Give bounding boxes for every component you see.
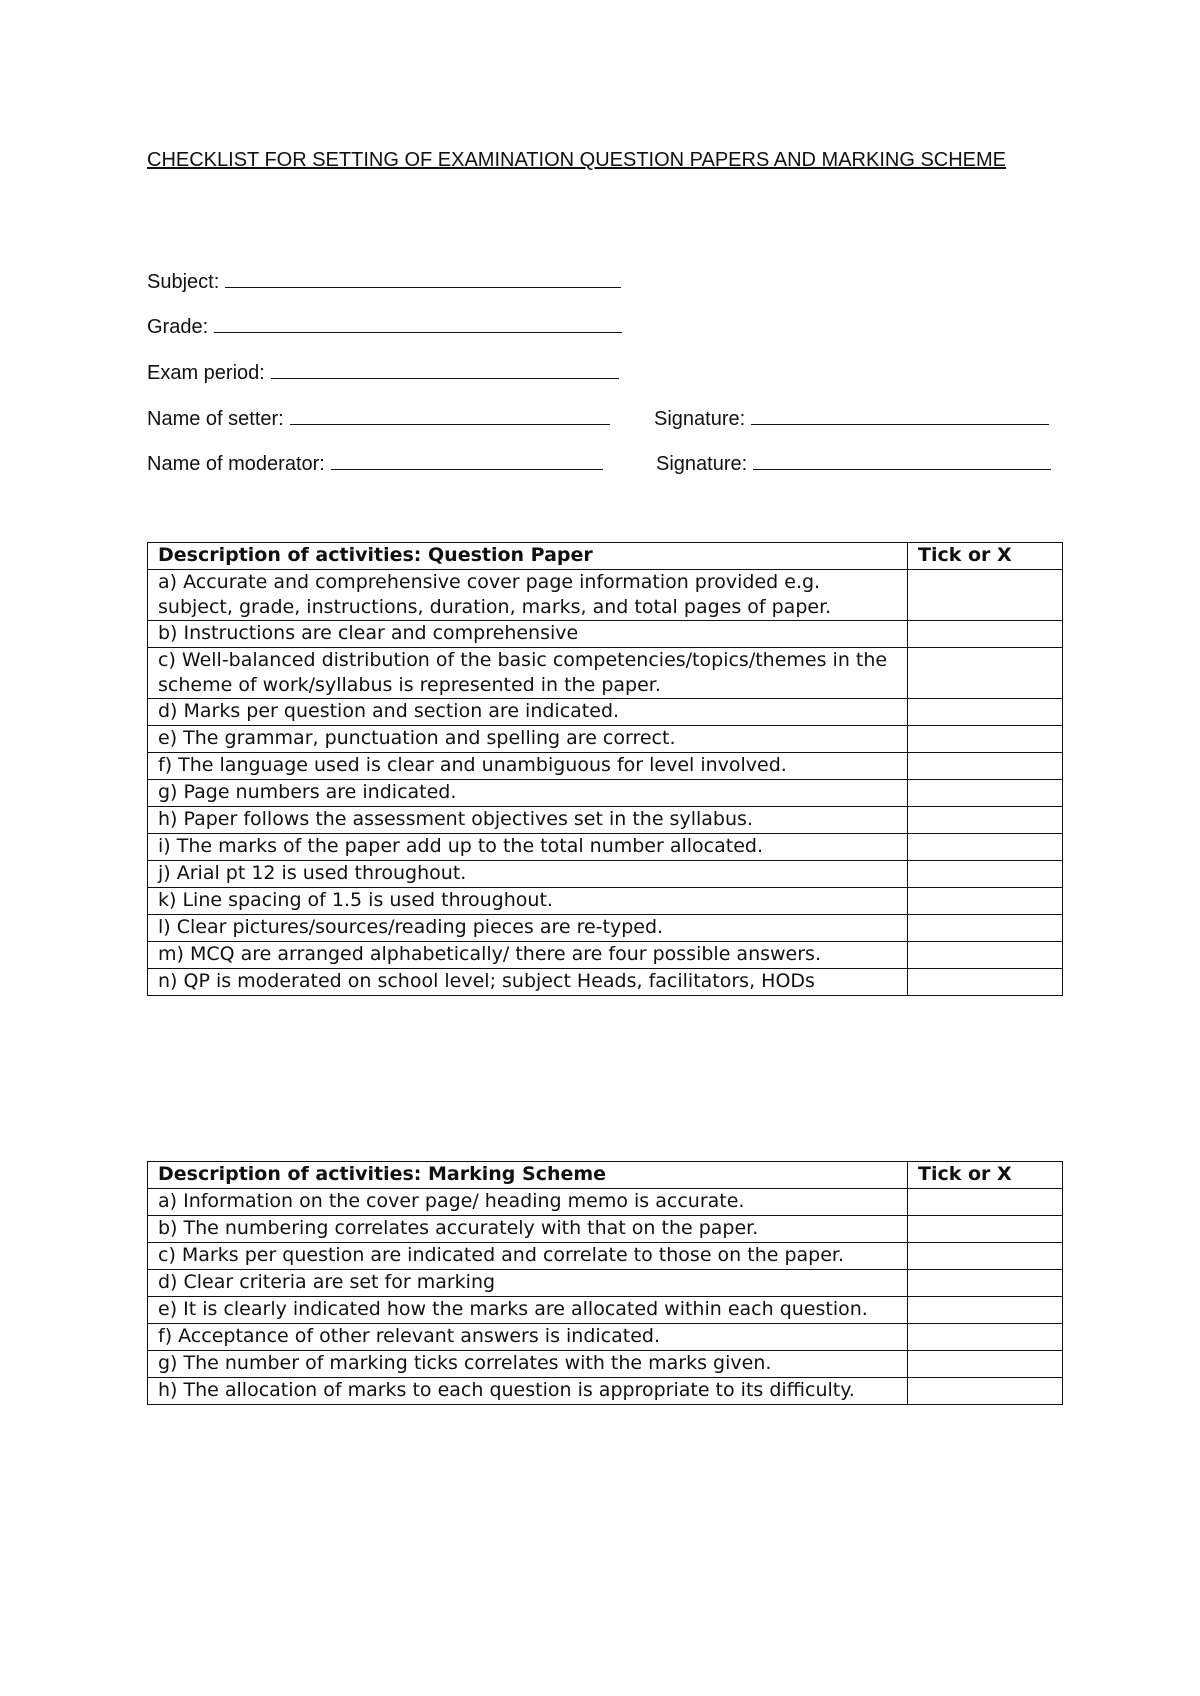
exam-period-label: Exam period: bbox=[147, 362, 265, 384]
subject-field bbox=[147, 270, 621, 294]
moderator-signature-line[interactable] bbox=[753, 455, 1051, 470]
ms-item-g: g) The number of marking ticks correlates with the marks given. bbox=[148, 1351, 908, 1378]
table-row bbox=[148, 753, 1063, 780]
qp-item-a: a) Accurate and comprehensive cover page information provided e.g. subject, grade, instructions, duration, marks, and total pages of paper. bbox=[148, 570, 908, 621]
subject-label: Subject: bbox=[147, 271, 220, 293]
grade-line[interactable] bbox=[214, 318, 622, 333]
subject-line[interactable] bbox=[225, 273, 621, 288]
ms-item-b: b) The numbering correlates accurately with that on the paper. bbox=[148, 1216, 908, 1243]
tick-cell[interactable] bbox=[908, 699, 1063, 726]
table-row bbox=[148, 969, 1063, 996]
moderator-signature-field bbox=[656, 452, 1051, 476]
table-row bbox=[148, 1297, 1063, 1324]
tick-cell[interactable] bbox=[908, 1351, 1063, 1378]
ms-item-h: h) The allocation of marks to each question is appropriate to its difficulty. bbox=[148, 1378, 908, 1405]
table-row bbox=[148, 1216, 1063, 1243]
qp-item-e: e) The grammar, punctuation and spelling are correct. bbox=[148, 726, 908, 753]
table-row bbox=[148, 621, 1063, 648]
qp-item-k: k) Line spacing of 1.5 is used throughout. bbox=[148, 888, 908, 915]
grade-field bbox=[147, 315, 622, 339]
page-title: CHECKLIST FOR SETTING OF EXAMINATION QUESTION PAPERS AND MARKING SCHEME bbox=[147, 149, 1007, 171]
tick-cell[interactable] bbox=[908, 888, 1063, 915]
moderator-name-field bbox=[147, 452, 603, 476]
moderator-name-line[interactable] bbox=[331, 455, 603, 470]
tick-cell[interactable] bbox=[908, 780, 1063, 807]
tick-cell[interactable] bbox=[908, 834, 1063, 861]
table-row bbox=[148, 1324, 1063, 1351]
qp-item-b: b) Instructions are clear and comprehensive bbox=[148, 621, 908, 648]
setter-name-label: Name of setter: bbox=[147, 408, 284, 430]
table-row bbox=[148, 1378, 1063, 1405]
exam-period-field bbox=[147, 361, 619, 385]
moderator-signature-label: Signature: bbox=[656, 453, 748, 475]
grade-label: Grade: bbox=[147, 316, 209, 338]
table-row bbox=[148, 1189, 1063, 1216]
qp-item-d: d) Marks per question and section are indicated. bbox=[148, 699, 908, 726]
qp-item-g: g) Page numbers are indicated. bbox=[148, 780, 908, 807]
tick-cell[interactable] bbox=[908, 753, 1063, 780]
qp-item-h: h) Paper follows the assessment objectives set in the syllabus. bbox=[148, 807, 908, 834]
table-row bbox=[148, 915, 1063, 942]
qp-item-f: f) The language used is clear and unambiguous for level involved. bbox=[148, 753, 908, 780]
qp-item-c: c) Well-balanced distribution of the basic competencies/topics/themes in the scheme of work/syllabus is represented in the paper. bbox=[148, 648, 908, 699]
qp-header-cell: Description of activities: Question Paper bbox=[148, 543, 908, 570]
table-row bbox=[148, 570, 1063, 621]
table-row bbox=[148, 1351, 1063, 1378]
tick-cell[interactable] bbox=[908, 942, 1063, 969]
tick-cell[interactable] bbox=[908, 1297, 1063, 1324]
tick-cell[interactable] bbox=[908, 1270, 1063, 1297]
moderator-name-label: Name of moderator: bbox=[147, 453, 325, 475]
table-row bbox=[148, 780, 1063, 807]
table-row bbox=[148, 1243, 1063, 1270]
setter-name-field bbox=[147, 407, 610, 431]
tick-cell[interactable] bbox=[908, 570, 1063, 621]
qp-item-m: m) MCQ are arranged alphabetically/ there are four possible answers. bbox=[148, 942, 908, 969]
table-row bbox=[148, 726, 1063, 753]
setter-signature-label: Signature: bbox=[654, 408, 746, 430]
tick-cell[interactable] bbox=[908, 1324, 1063, 1351]
table-row bbox=[148, 1270, 1063, 1297]
table-row bbox=[148, 807, 1063, 834]
qp-item-l: l) Clear pictures/sources/reading pieces are re-typed. bbox=[148, 915, 908, 942]
table-row bbox=[148, 888, 1063, 915]
tick-cell[interactable] bbox=[908, 648, 1063, 699]
ms-item-d: d) Clear criteria are set for marking bbox=[148, 1270, 908, 1297]
table-header-row bbox=[148, 1162, 1063, 1189]
ms-item-a: a) Information on the cover page/ heading memo is accurate. bbox=[148, 1189, 908, 1216]
tick-cell[interactable] bbox=[908, 726, 1063, 753]
table-row bbox=[148, 861, 1063, 888]
tick-cell[interactable] bbox=[908, 1378, 1063, 1405]
tick-cell[interactable] bbox=[908, 915, 1063, 942]
ms-item-f: f) Acceptance of other relevant answers is indicated. bbox=[148, 1324, 908, 1351]
marking-scheme-table bbox=[147, 1161, 1063, 1405]
tick-cell[interactable] bbox=[908, 861, 1063, 888]
ms-item-e: e) It is clearly indicated how the marks are allocated within each question. bbox=[148, 1297, 908, 1324]
exam-period-line[interactable] bbox=[271, 364, 619, 379]
tick-cell[interactable] bbox=[908, 621, 1063, 648]
setter-signature-field bbox=[654, 407, 1049, 431]
tick-cell[interactable] bbox=[908, 1243, 1063, 1270]
question-paper-table bbox=[147, 542, 1063, 996]
table-row bbox=[148, 699, 1063, 726]
ms-tick-header-cell: Tick or X bbox=[908, 1162, 1063, 1189]
setter-name-line[interactable] bbox=[290, 410, 610, 425]
qp-tick-header-cell: Tick or X bbox=[908, 543, 1063, 570]
tick-cell[interactable] bbox=[908, 1216, 1063, 1243]
table-row bbox=[148, 834, 1063, 861]
table-row bbox=[148, 648, 1063, 699]
qp-item-i: i) The marks of the paper add up to the total number allocated. bbox=[148, 834, 908, 861]
qp-item-n: n) QP is moderated on school level; subject Heads, facilitators, HODs bbox=[148, 969, 908, 996]
ms-header-cell: Description of activities: Marking Scheme bbox=[148, 1162, 908, 1189]
qp-item-j: j) Arial pt 12 is used throughout. bbox=[148, 861, 908, 888]
ms-item-c: c) Marks per question are indicated and correlate to those on the paper. bbox=[148, 1243, 908, 1270]
table-row bbox=[148, 942, 1063, 969]
setter-signature-line[interactable] bbox=[751, 410, 1049, 425]
tick-cell[interactable] bbox=[908, 807, 1063, 834]
tick-cell[interactable] bbox=[908, 969, 1063, 996]
table-header-row bbox=[148, 543, 1063, 570]
tick-cell[interactable] bbox=[908, 1189, 1063, 1216]
